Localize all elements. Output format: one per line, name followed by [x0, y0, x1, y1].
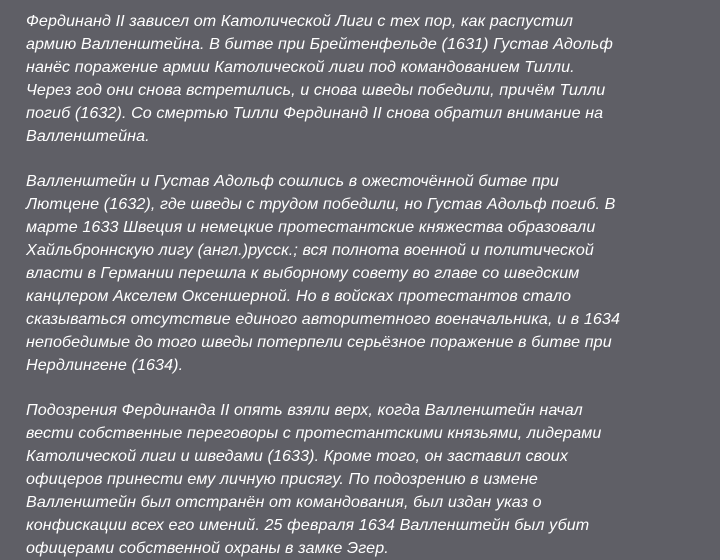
paragraph-spacer	[26, 147, 698, 170]
paragraph-spacer	[26, 376, 698, 399]
paragraph-3: Подозрения Фердинанда II опять взяли верх, когда Валленштейн начал вести собственные переговоры с протестантскими князьями, лидерами Католической лиги и шведами (1633). Кроме того, он заставил своих офицеров принести ему личную присягу. По подозрению в измене Валленштейн был отстранён от командования, был издан указ о конфискации всех его имений. 25 февраля 1634 Валленштейн был убит офицерами собственной охраны в замке Эгер.	[26, 401, 602, 557]
paragraph-1: Фердинанд II зависел от Католической Лиги с тех пор, как распустил армию Валленштейна. В битве при Брейтенфельде (1631) Густав Адольф нанёс поражение армии Католической лиги под командованием Тилли. Через год они снова встретились, и снова шведы победили, причём Тилли погиб (1632). Со смертью Тилли Фердинанд II снова обратил внимание на Валленштейна.	[26, 12, 613, 145]
paragraph-2: Валленштейн и Густав Адольф сошлись в ожесточённой битве при Лютцене (1632), где шведы с трудом победили, но Густав Адольф погиб. В марте 1633 Швеция и немецкие протестантские княжества образовали Хайльброннскую лигу (англ.)русск.; вся полнота военной и политической власти в Германии перешла к выборному совету во главе со шведским канцлером Акселем Оксеншерной. Но в войсках протестантов стало сказываться отсутствие единого авторитетного военачальника, и в 1634 непобедимые до того шведы потерпели серьёзное поражение в битве при Нердлингене (1634).	[26, 172, 621, 374]
slide-text-body	[26, 10, 698, 560]
